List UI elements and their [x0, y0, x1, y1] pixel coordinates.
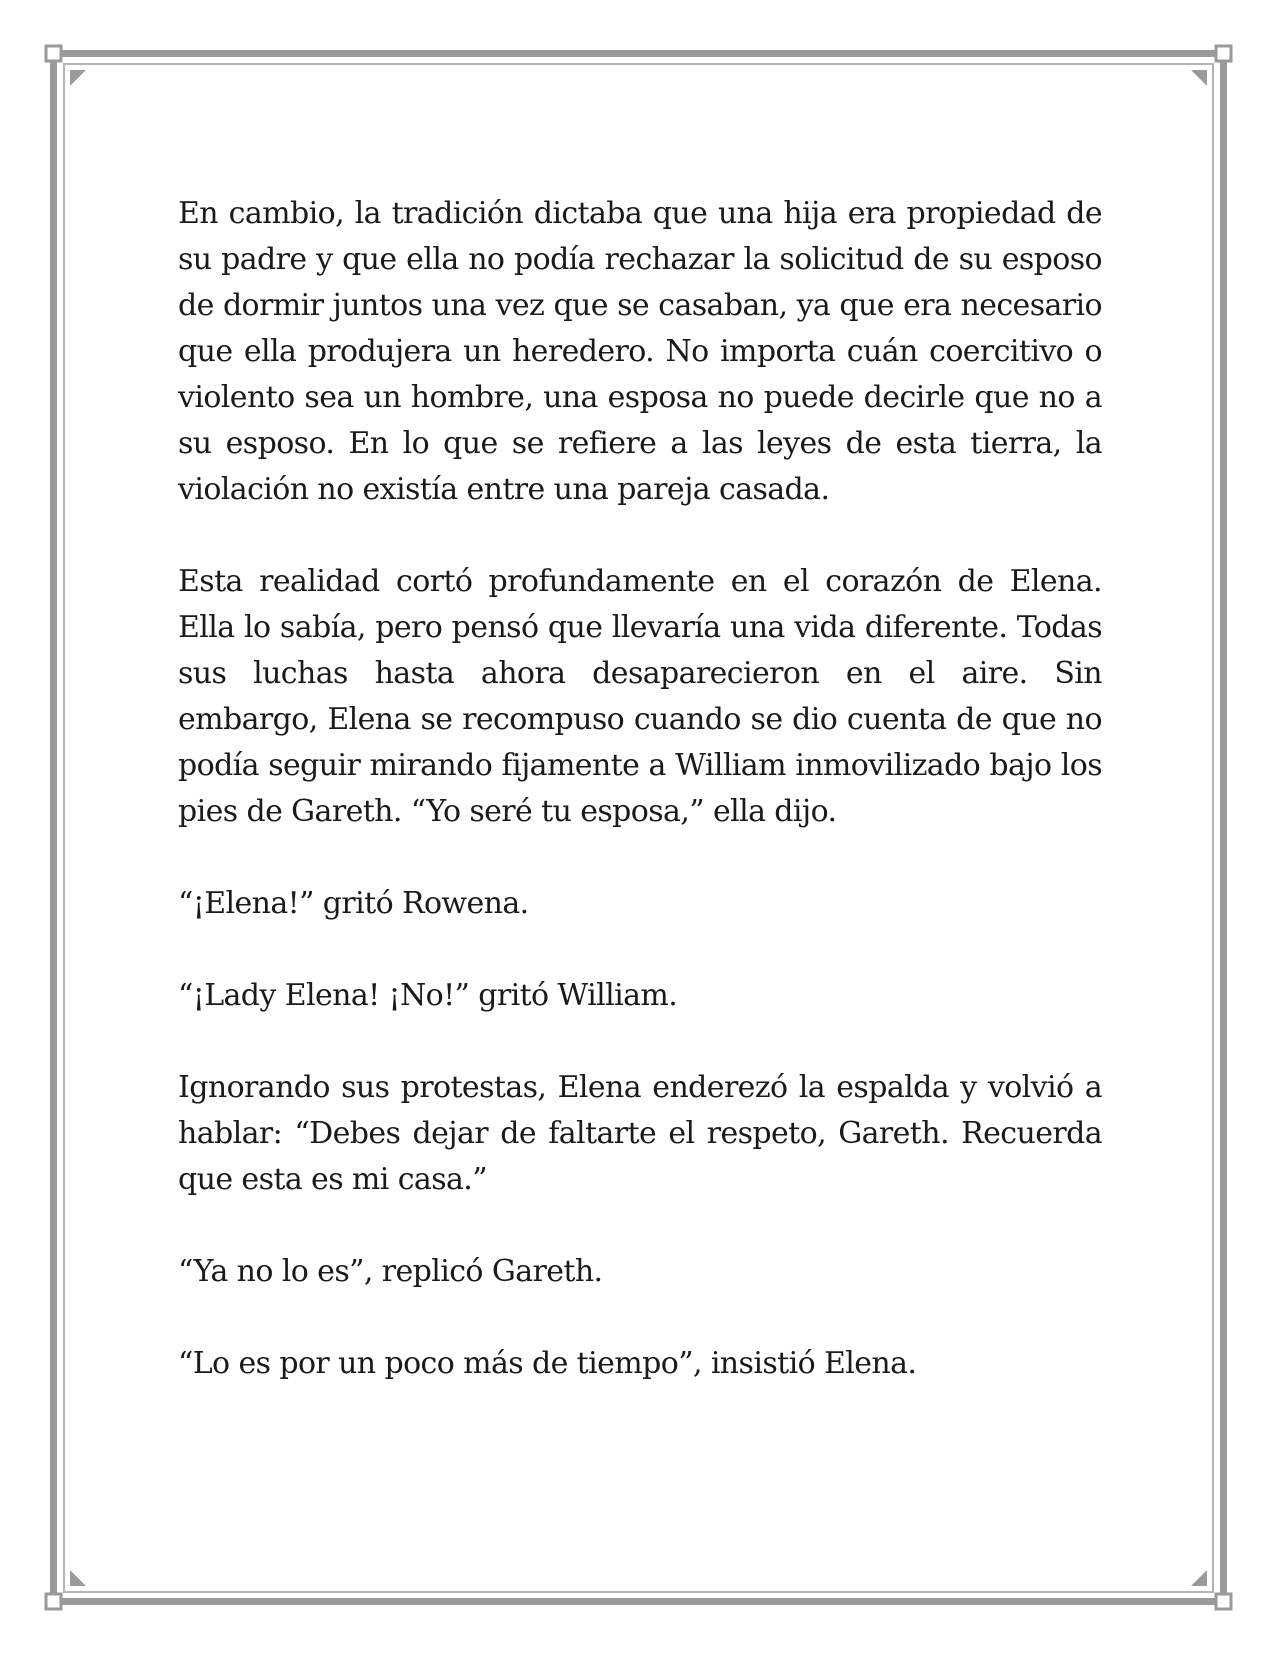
paragraph-6: “Ya no lo es”, replicó Gareth.	[178, 1254, 603, 1289]
paragraph-3: “¡Elena!” gritó Rowena.	[178, 886, 529, 921]
paragraph-7: “Lo es por un poco más de tiempo”, insistió Elena.	[178, 1346, 917, 1381]
border-bottom	[52, 1598, 1228, 1605]
paragraph-1: En cambio, la tradición dictaba que una hija era propiedad de su padre y que ella no podía rechazar la solicitud de su esposo de dormir juntos una vez que se casaban, ya que era necesario que ella produjera un heredero. No importa cuán coercitivo o violento sea un hombre, una esposa no puede decirle que no a su esposo. En lo que se refiere a las leyes de esta tierra, la violación no existía entre una pareja casada.	[178, 196, 1102, 507]
body-text	[178, 191, 1102, 1387]
paragraph-4: “¡Lady Elena! ¡No!” gritó William.	[178, 978, 678, 1013]
border-left	[50, 52, 57, 1604]
paragraph-5: Ignorando sus protestas, Elena enderezó la espalda y volvió a hablar: “Debes dejar de faltarte el respeto, Gareth. Recuerda que esta es mi casa.”	[178, 1070, 1102, 1197]
border-top	[52, 50, 1228, 57]
border-right	[1220, 52, 1227, 1604]
paragraph-2: Esta realidad cortó profundamente en el corazón de Elena. Ella lo sabía, pero pensó que llevaría una vida diferente. Todas sus luchas hasta ahora desaparecieron en el aire. Sin embargo, Elena se recompuso cuando se dio cuenta de que no podía seguir mirando fijamente a William inmovilizado bajo los pies de Gareth. “Yo seré tu esposa,” ella dijo.	[178, 564, 1102, 829]
